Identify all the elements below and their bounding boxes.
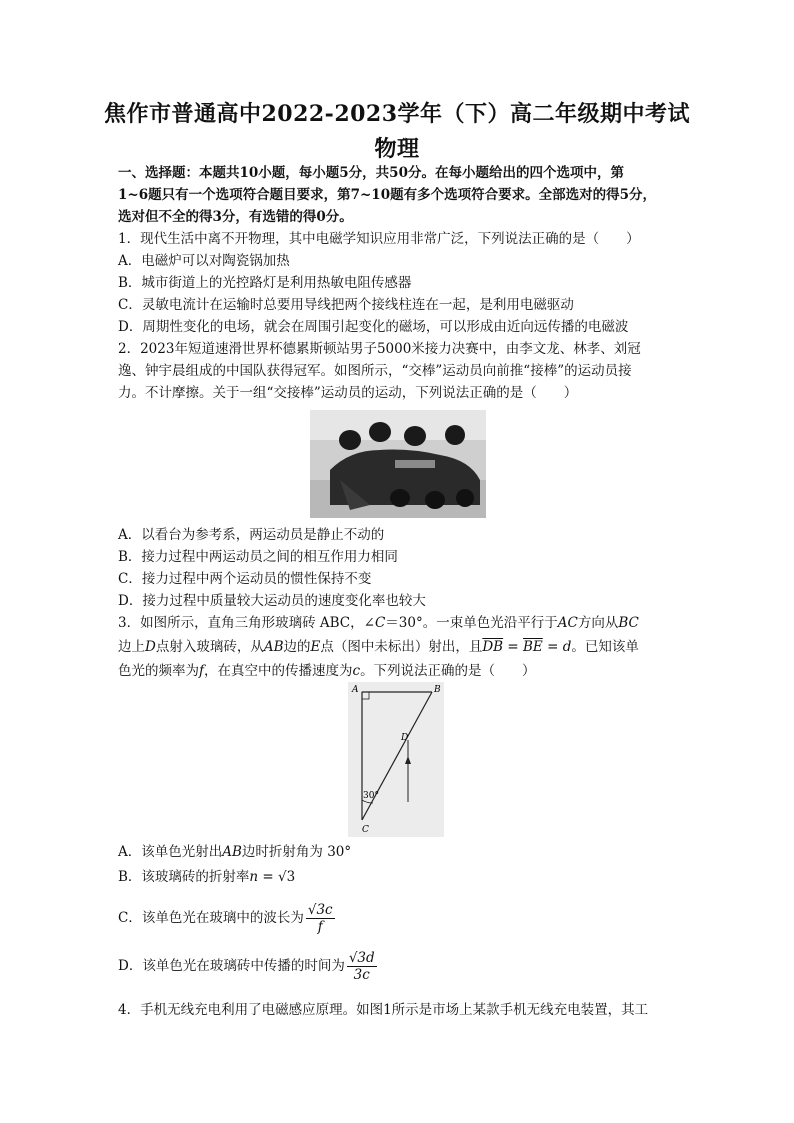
skaters-photo-drawing xyxy=(310,410,486,518)
q3-side-ac: AC xyxy=(557,615,578,631)
q2-option-b: B．接力过程中两运动员之间的相互作用力相同 xyxy=(118,549,398,565)
fraction-denominator: 3c xyxy=(353,967,370,983)
q3-segment-db: $\overline{DB}$ xyxy=(482,639,504,655)
fraction-numerator: √3c xyxy=(307,902,333,918)
section-header-line-1: 一、选择题：本题共10小题，每小题5分，共50分。在每小题给出的四个选项中，第 xyxy=(118,165,624,181)
q3-option-c xyxy=(118,900,335,936)
q3-length-d: d xyxy=(562,639,572,655)
triangle-prism-figure xyxy=(348,682,444,837)
q3-text: 。下列说法正确的是（ ） xyxy=(360,663,536,679)
q1-option-a: A．电磁炉可以对陶瓷锅加热 xyxy=(118,253,290,269)
fraction-denominator: f xyxy=(317,919,323,935)
angle-30-label: 30° xyxy=(363,791,379,801)
section-header-line-2: 1~6题只有一个选项符合题目要求，第7~10题有多个选项符合要求。全部选对的得5分， xyxy=(118,187,656,203)
q3-equals: = xyxy=(542,639,563,655)
point-d-label: D xyxy=(401,733,409,743)
exam-title: 焦作市普通高中2022-2023学年（下）高二年级期中考试 xyxy=(103,101,691,127)
q2-option-d: D．接力过程中质量较大运动员的速度变化率也较大 xyxy=(118,593,426,609)
q3-option-a-text: A．该单色光射出 xyxy=(118,844,223,860)
q3-text: ，在真空中的传播速度为 xyxy=(204,663,353,679)
q3-option-d-text: D．该单色光在玻璃砖中传播的时间为 xyxy=(118,958,345,974)
vertex-c-label: C xyxy=(362,825,369,835)
q3-side-ab: AB xyxy=(263,639,284,655)
q2-stem-line-3: 力。不计摩擦。关于一组“交接棒”运动员的运动，下列说法正确的是（ ） xyxy=(118,385,578,401)
q3-side-bc: BC xyxy=(618,615,639,631)
q3-option-a-side: AB xyxy=(222,844,242,860)
q3-point-e: E xyxy=(310,639,321,655)
subject-title: 物理 xyxy=(374,136,420,162)
q3-stem-line-1 xyxy=(118,613,639,633)
q2-stem-line-2: 逸、钟宇晨组成的中国队获得冠军。如图所示，“交棒”运动员向前推“接棒”的运动员接 xyxy=(118,363,632,379)
q3-option-a xyxy=(118,842,351,862)
q2-option-a: A．以看台为参考系，两运动员是静止不动的 xyxy=(118,527,385,543)
q3-option-b-n: n xyxy=(249,869,259,885)
fraction-numerator: √3d xyxy=(348,950,375,966)
triangle-prism-drawing xyxy=(348,682,444,837)
q1-option-c: C．灵敏电流计在运输时总要用导线把两个接线柱连在一起，是利用电磁驱动 xyxy=(118,297,574,313)
q3-text: 方向从 xyxy=(577,615,619,631)
q3-light-speed: c xyxy=(352,663,361,679)
q3-text: 3．如图所示，直角三角形玻璃砖 ABC，∠ xyxy=(118,615,375,631)
q1-option-d: D．周期性变化的电场，就会在周围引起变化的磁场，可以形成由近向远传播的电磁波 xyxy=(118,319,629,335)
q3-option-c-text: C．该单色光在玻璃中的波长为 xyxy=(118,910,304,926)
q3-text: 色光的频率为 xyxy=(118,663,199,679)
q3-text: 点（图中未标出）射出，且 xyxy=(320,639,483,655)
vertex-b-label: B xyxy=(434,685,441,695)
q3-equals: = xyxy=(503,639,524,655)
q3-point-d: D xyxy=(145,639,156,655)
q3-text: 点射入玻璃砖，从 xyxy=(155,639,264,655)
q3-option-a-text: 边时折射角为 30° xyxy=(241,844,352,860)
vertex-a-label: A xyxy=(352,685,359,695)
q3-stem-line-3 xyxy=(118,661,536,681)
q4-stem: 4．手机无线充电利用了电磁感应原理。如图1所示是市场上某款手机无线充电装置，其工 xyxy=(118,1002,649,1018)
q3-option-d-fraction xyxy=(347,950,377,983)
q1-stem: 1．现代生活中离不开物理，其中电磁学知识应用非常广泛，下列说法正确的是（ ） xyxy=(118,231,640,247)
q1-option-b: B．城市街道上的光控路灯是利用热敏电阻传感器 xyxy=(118,275,412,291)
q3-text: ＝30°。一束单色光沿平行于 xyxy=(385,615,558,631)
q3-option-d xyxy=(118,948,377,984)
q3-angle-vertex: C xyxy=(374,615,386,631)
q3-text: 边上 xyxy=(118,639,145,655)
q2-stem-line-1: 2．2023年短道速滑世界杯德累斯顿站男子5000米接力决赛中，由李文龙、林孝、刘冠 xyxy=(118,341,641,357)
q3-segment-be: $\overline{BE}$ xyxy=(523,639,543,655)
skaters-photo xyxy=(310,410,486,518)
section-header-line-3: 选对但不全的得3分，有选错的得0分。 xyxy=(118,209,353,225)
q3-text: 。已知该单 xyxy=(571,639,639,655)
q3-stem-line-2 xyxy=(118,637,639,657)
q3-text: 边的 xyxy=(283,639,311,655)
q3-option-c-fraction xyxy=(306,902,335,935)
q3-option-b-value: = √3 xyxy=(258,869,296,885)
q3-option-b-text: B．该玻璃砖的折射率 xyxy=(118,869,250,885)
q3-frequency: f xyxy=(199,663,204,679)
q2-option-c: C．接力过程中两个运动员的惯性保持不变 xyxy=(118,571,372,587)
q3-option-b xyxy=(118,867,295,887)
